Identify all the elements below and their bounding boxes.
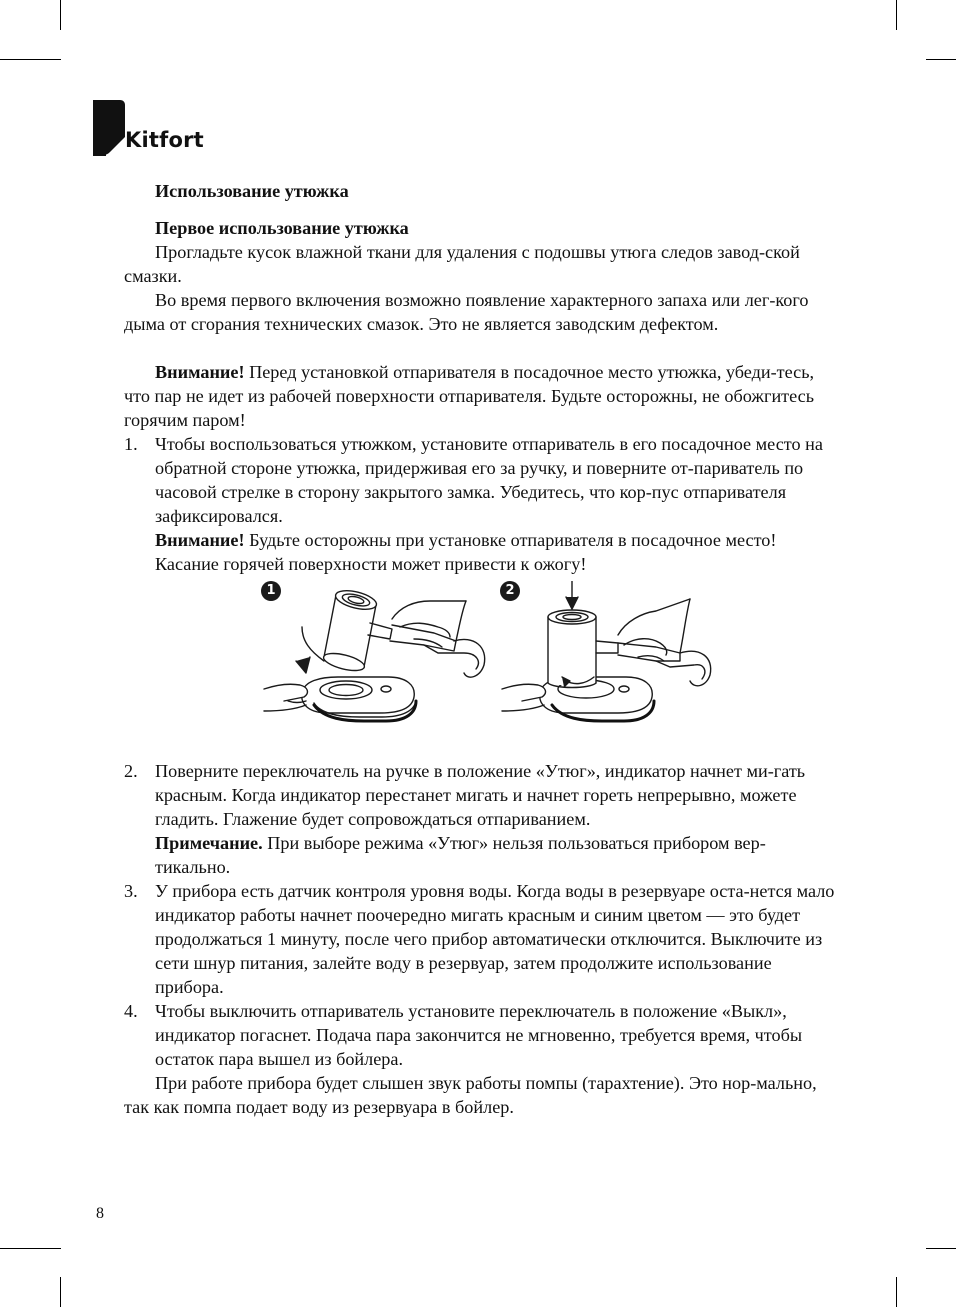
step-text: Чтобы воспользоваться утюжком, установите отпариватель в его посадочное место на обратной стороне утюжка, придерживая его за ручку, и поверните от-париватель по часовой стрелке в сторону закрытого замка. Убедитесь, что кор-пус отпаривателя зафиксировался. [155,434,823,526]
intro-paragraph: Прогладьте кусок влажной ткани для удаления с подошвы утюга следов завод-ской смазки. [124,242,800,286]
kitfort-logo-icon [92,100,126,156]
step-note [155,831,840,879]
crop-mark [0,59,61,60]
brand-logo [92,100,202,160]
figure-badge-1: 1 [261,581,281,601]
crop-mark [60,1277,61,1307]
crop-mark [926,59,956,60]
crop-mark [926,1248,956,1249]
step-number: 3. [124,881,138,901]
figure-badge-2: 2 [500,581,520,601]
step-1 [124,432,840,576]
step-number: 1. [124,434,138,454]
step-number: 2. [124,761,138,781]
step-text: Поверните переключатель на ручке в положение «Утюг», индикатор начнет ми-гать красным. Когда индикатор перестанет мигать и начнет гореть непрерывно, можете гладить. Глажение будет сопровождаться отпариванием. [155,761,806,829]
note-label: Внимание! [155,530,245,550]
note-text: Будьте осторожны при установке отпаривателя в посадочное место! Касание горячей поверхности может привести к ожогу! [155,530,777,574]
closing-paragraph: При работе прибора будет слышен звук работы помпы (тарахтение). Это нор-мально, так как помпа подает воду из резервуара в бойлер. [124,1073,817,1117]
page-content [124,179,840,1119]
note-label: Примечание. [155,833,263,853]
page-number: 8 [96,1205,104,1222]
subsection-title: Первое использование утюжка [155,218,409,238]
crop-mark [60,0,61,30]
step-3 [124,879,840,999]
section-title: Использование утюжка [155,181,349,201]
step-2 [124,759,840,879]
warning-text: Перед установкой отпаривателя в посадочное место утюжка, убеди-тесь, что пар не идет из рабочей поверхности отпаривателя. Будьте осторожны, не обожгитесь горячим паром! [124,362,815,430]
step-text: Чтобы выключить отпариватель установите переключатель в положение «Выкл», индикатор погаснет. Подача пара закончится не мгновенно, требуется время, чтобы остаток пара вышел из бойлера. [155,1001,803,1069]
warning-label: Внимание! [155,362,245,382]
step-note [155,528,840,576]
step-4 [124,999,840,1071]
installation-figure [124,581,840,759]
steamer-installation-illustration [124,581,840,759]
crop-mark [0,1248,61,1249]
step-number: 4. [124,1001,138,1021]
brand-name: Kitfort [125,128,204,152]
step-text: У прибора есть датчик контроля уровня воды. Когда воды в резервуаре оста-нется мало индикатор работы начнет поочередно мигать красным и синим цветом — это будет продолжаться 1 минуту, после чего прибор автоматически отключится. Выключите из сети шнур питания, залейте воду в резервуар, затем продолжите использование прибора. [155,881,835,997]
warning-paragraph [124,360,840,432]
crop-mark [896,1277,897,1307]
intro-paragraph: Во время первого включения возможно появление характерного запаха или лег-кого дыма от сгорания технических смазок. Это не является заводским дефектом. [124,290,809,334]
note-text: При выборе режима «Утюг» нельзя пользоваться прибором вер-тикально. [155,833,766,877]
crop-mark [896,0,897,30]
